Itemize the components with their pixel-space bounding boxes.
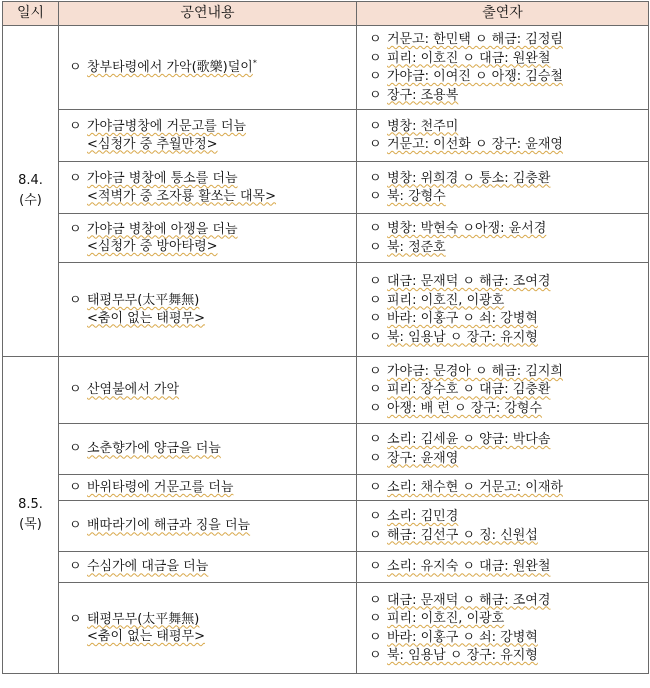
bullet-icon: ㅇ xyxy=(69,119,82,134)
performer-text: 소리: 유지숙 ㅇ 대금: 원완철 xyxy=(387,559,551,575)
performer-text: 병창: 위희경 ㅇ 퉁소: 김충환 xyxy=(387,170,551,186)
schedule-row xyxy=(3,552,649,583)
program-title xyxy=(69,221,356,239)
performer-line xyxy=(369,647,648,666)
performer-text: 북: 임용남 ㅇ 장구: 유지형 xyxy=(387,648,538,663)
bullet-icon: ㅇ xyxy=(369,329,382,345)
performer-line xyxy=(369,610,648,629)
footnote-mark: * xyxy=(252,58,257,68)
performer-line xyxy=(369,591,648,610)
program-cell xyxy=(59,110,357,162)
performer-text: 가야금: 문경아 ㅇ 해금: 김지희 xyxy=(387,363,563,379)
performer-text: 병창: 천주미 xyxy=(387,118,459,134)
performers-cell xyxy=(357,26,649,110)
performer-line xyxy=(369,188,648,207)
program-text: <심청가 중 추월만정> xyxy=(87,136,218,152)
bullet-icon: ㅇ xyxy=(69,559,82,575)
weekday-text: (목) xyxy=(19,517,42,532)
bullet-icon: ㅇ xyxy=(369,479,382,495)
program-cell xyxy=(59,475,357,501)
performer-line xyxy=(369,68,648,87)
performer-line xyxy=(369,628,648,647)
bullet-icon: ㅇ xyxy=(69,293,82,308)
performer-text: 피리: 이호진, 이광호 xyxy=(387,292,505,308)
bullet-icon: ㅇ xyxy=(369,274,382,289)
performer-line xyxy=(369,449,648,468)
program-title xyxy=(69,59,356,77)
performer-line xyxy=(369,31,648,50)
performers-cell xyxy=(357,552,649,583)
schedule-row xyxy=(3,110,649,162)
program-cell xyxy=(59,552,357,583)
performer-text: 대금: 문재덕 ㅇ 해금: 조여경 xyxy=(387,274,551,289)
bullet-icon: ㅇ xyxy=(369,50,382,66)
performer-text: 바라: 이홍구 ㅇ 쇠: 강병혁 xyxy=(387,629,538,645)
performer-text: 소리: 김민경 xyxy=(387,509,459,524)
bullet-icon: ㅇ xyxy=(369,363,382,379)
program-title xyxy=(69,381,356,399)
bullet-icon: ㅇ xyxy=(369,527,382,543)
performers-cell xyxy=(357,501,649,552)
performer-line xyxy=(369,86,648,105)
program-text: 태평무무(太平舞無) xyxy=(87,611,200,627)
bullet-icon: ㅇ xyxy=(69,59,82,75)
performer-line xyxy=(369,310,648,329)
performer-text: 가야금: 이여진 ㅇ 아쟁: 김승철 xyxy=(387,69,563,84)
performer-text: 피리: 장수호 ㅇ 대금: 김충환 xyxy=(387,382,551,398)
bullet-icon: ㅇ xyxy=(369,189,382,204)
performer-line xyxy=(369,508,648,527)
bullet-icon: ㅇ xyxy=(369,170,382,186)
performer-line xyxy=(369,169,648,188)
performer-text: 소리: 김세윤 ㅇ 양금: 박다솜 xyxy=(387,432,551,447)
performer-text: 대금: 문재덕 ㅇ 해금: 조여경 xyxy=(387,592,551,608)
program-text: 바위타령에 거문고를 더늠 xyxy=(87,479,234,495)
program-cell xyxy=(59,357,357,424)
program-text: <춤이 없는 태평무> xyxy=(87,629,205,644)
weekday-text: (수) xyxy=(19,193,42,208)
program-text: <적벽가 중 조자룡 활쏘는 대목> xyxy=(87,188,277,204)
program-text: 배따라기에 해금과 징을 더늠 xyxy=(87,518,251,534)
program-title xyxy=(69,611,356,629)
header-row xyxy=(3,2,649,26)
program-text: 태평무무(太平舞無) xyxy=(87,293,200,308)
performer-text: 아쟁: 배 런 ㅇ 장구: 강형수 xyxy=(387,400,543,416)
program-subtitle xyxy=(69,310,356,328)
date-text: 8.5. xyxy=(18,497,43,512)
program-title xyxy=(69,118,356,136)
schedule-row xyxy=(3,475,649,501)
bullet-icon: ㅇ xyxy=(69,611,82,627)
performers-cell xyxy=(357,214,649,263)
performer-text: 북: 강형수 xyxy=(387,189,446,204)
program-title xyxy=(69,517,356,535)
program-text: 산염불에서 가악 xyxy=(87,382,180,398)
program-cell xyxy=(59,424,357,475)
performer-line xyxy=(369,399,648,418)
program-title xyxy=(69,170,356,188)
schedule-row xyxy=(3,583,649,674)
schedule-table xyxy=(2,1,649,674)
performers-cell xyxy=(357,583,649,674)
program-cell xyxy=(59,162,357,214)
program-text: 수심가에 대금을 더늠 xyxy=(87,559,209,575)
program-cell xyxy=(59,263,357,357)
bullet-icon: ㅇ xyxy=(369,629,382,645)
program-cell xyxy=(59,26,357,110)
performer-text: 피리: 이호진, 이광호 xyxy=(387,611,505,626)
program-cell xyxy=(59,583,357,674)
program-text: 가야금 병창에 퉁소를 더늠 xyxy=(87,171,238,186)
program-text: <춤이 없는 태평무> xyxy=(87,310,205,326)
schedule-row xyxy=(3,501,649,552)
bullet-icon: ㅇ xyxy=(369,32,382,47)
date-text: 8.4. xyxy=(18,173,43,188)
date-cell xyxy=(3,357,59,674)
performers-cell xyxy=(357,357,649,424)
bullet-icon: ㅇ xyxy=(369,69,382,84)
bullet-icon: ㅇ xyxy=(369,509,382,524)
bullet-icon: ㅇ xyxy=(369,292,382,308)
bullet-icon: ㅇ xyxy=(369,239,382,255)
bullet-icon: ㅇ xyxy=(369,118,382,134)
performer-line xyxy=(369,136,648,155)
bullet-icon: ㅇ xyxy=(369,432,382,447)
bullet-icon: ㅇ xyxy=(369,137,382,152)
performer-line xyxy=(369,526,648,545)
program-text: 가야금병창에 거문고를 더늠 xyxy=(87,119,246,134)
bullet-icon: ㅇ xyxy=(369,559,382,575)
performer-line xyxy=(369,49,648,68)
schedule-row xyxy=(3,26,649,110)
schedule-body xyxy=(3,26,649,674)
program-title xyxy=(69,440,356,458)
performer-line xyxy=(369,362,648,381)
program-subtitle xyxy=(69,136,356,154)
bullet-icon: ㅇ xyxy=(69,479,82,495)
performer-text: 피리: 이호진 ㅇ 대금: 원완철 xyxy=(387,50,551,66)
program-subtitle xyxy=(69,628,356,646)
performer-line xyxy=(369,273,648,292)
program-title xyxy=(69,292,356,310)
program-subtitle xyxy=(69,188,356,206)
header-program: 공연내용 xyxy=(59,2,357,26)
performer-text: 거문고: 이선화 ㅇ 장구: 윤재영 xyxy=(387,137,563,152)
performer-line xyxy=(369,238,648,257)
program-subtitle xyxy=(69,238,356,256)
program-cell xyxy=(59,501,357,552)
performer-text: 병창: 박현숙 ㅇ아쟁: 윤서경 xyxy=(387,221,547,236)
performer-line xyxy=(369,558,648,577)
bullet-icon: ㅇ xyxy=(369,221,382,236)
performer-line xyxy=(369,220,648,239)
performers-cell xyxy=(357,263,649,357)
bullet-icon: ㅇ xyxy=(69,518,82,534)
performer-text: 장구: 조용복 xyxy=(387,87,459,103)
schedule-row xyxy=(3,357,649,424)
bullet-icon: ㅇ xyxy=(369,450,382,466)
bullet-icon: ㅇ xyxy=(69,441,82,457)
performer-line xyxy=(369,478,648,497)
program-text: <심청가 중 방아타령> xyxy=(87,239,218,254)
performer-text: 북: 임용남 ㅇ 장구: 유지형 xyxy=(387,329,538,345)
program-text: 소춘향가에 양금을 더늠 xyxy=(87,441,221,457)
performers-cell xyxy=(357,475,649,501)
performer-line xyxy=(369,381,648,400)
bullet-icon: ㅇ xyxy=(369,311,382,326)
program-cell xyxy=(59,214,357,263)
performer-text: 소리: 채수현 ㅇ 거문고: 이재하 xyxy=(387,479,563,495)
schedule-row xyxy=(3,424,649,475)
header-date: 일시 xyxy=(3,2,59,26)
bullet-icon: ㅇ xyxy=(69,171,82,186)
schedule-row xyxy=(3,263,649,357)
performers-cell xyxy=(357,162,649,214)
performer-line xyxy=(369,431,648,450)
header-performers: 출연자 xyxy=(357,2,649,26)
performer-text: 거문고: 한민택 ㅇ 해금: 김정림 xyxy=(387,32,563,47)
program-text: 가야금 병창에 아쟁을 더늠 xyxy=(87,221,238,237)
performer-line xyxy=(369,117,648,136)
performer-text: 해금: 김선구 ㅇ 징: 신원섭 xyxy=(387,527,538,543)
performer-text: 바라: 이홍구 ㅇ 쇠: 강병혁 xyxy=(387,311,538,326)
bullet-icon: ㅇ xyxy=(69,221,82,237)
performer-line xyxy=(369,291,648,310)
program-text: 창부타령에서 가악(歌樂)덜이 xyxy=(87,59,253,75)
performers-cell xyxy=(357,110,649,162)
bullet-icon: ㅇ xyxy=(369,592,382,608)
bullet-icon: ㅇ xyxy=(369,611,382,626)
program-title xyxy=(69,558,356,576)
performer-text: 북: 정준호 xyxy=(387,239,446,255)
performers-cell xyxy=(357,424,649,475)
bullet-icon: ㅇ xyxy=(369,400,382,416)
schedule-row xyxy=(3,214,649,263)
performer-text: 장구: 윤재영 xyxy=(387,450,459,466)
date-cell xyxy=(3,26,59,357)
bullet-icon: ㅇ xyxy=(369,382,382,398)
program-title xyxy=(69,479,356,497)
schedule-row xyxy=(3,162,649,214)
bullet-icon: ㅇ xyxy=(369,648,382,663)
bullet-icon: ㅇ xyxy=(69,382,82,398)
performer-line xyxy=(369,328,648,347)
bullet-icon: ㅇ xyxy=(369,87,382,103)
